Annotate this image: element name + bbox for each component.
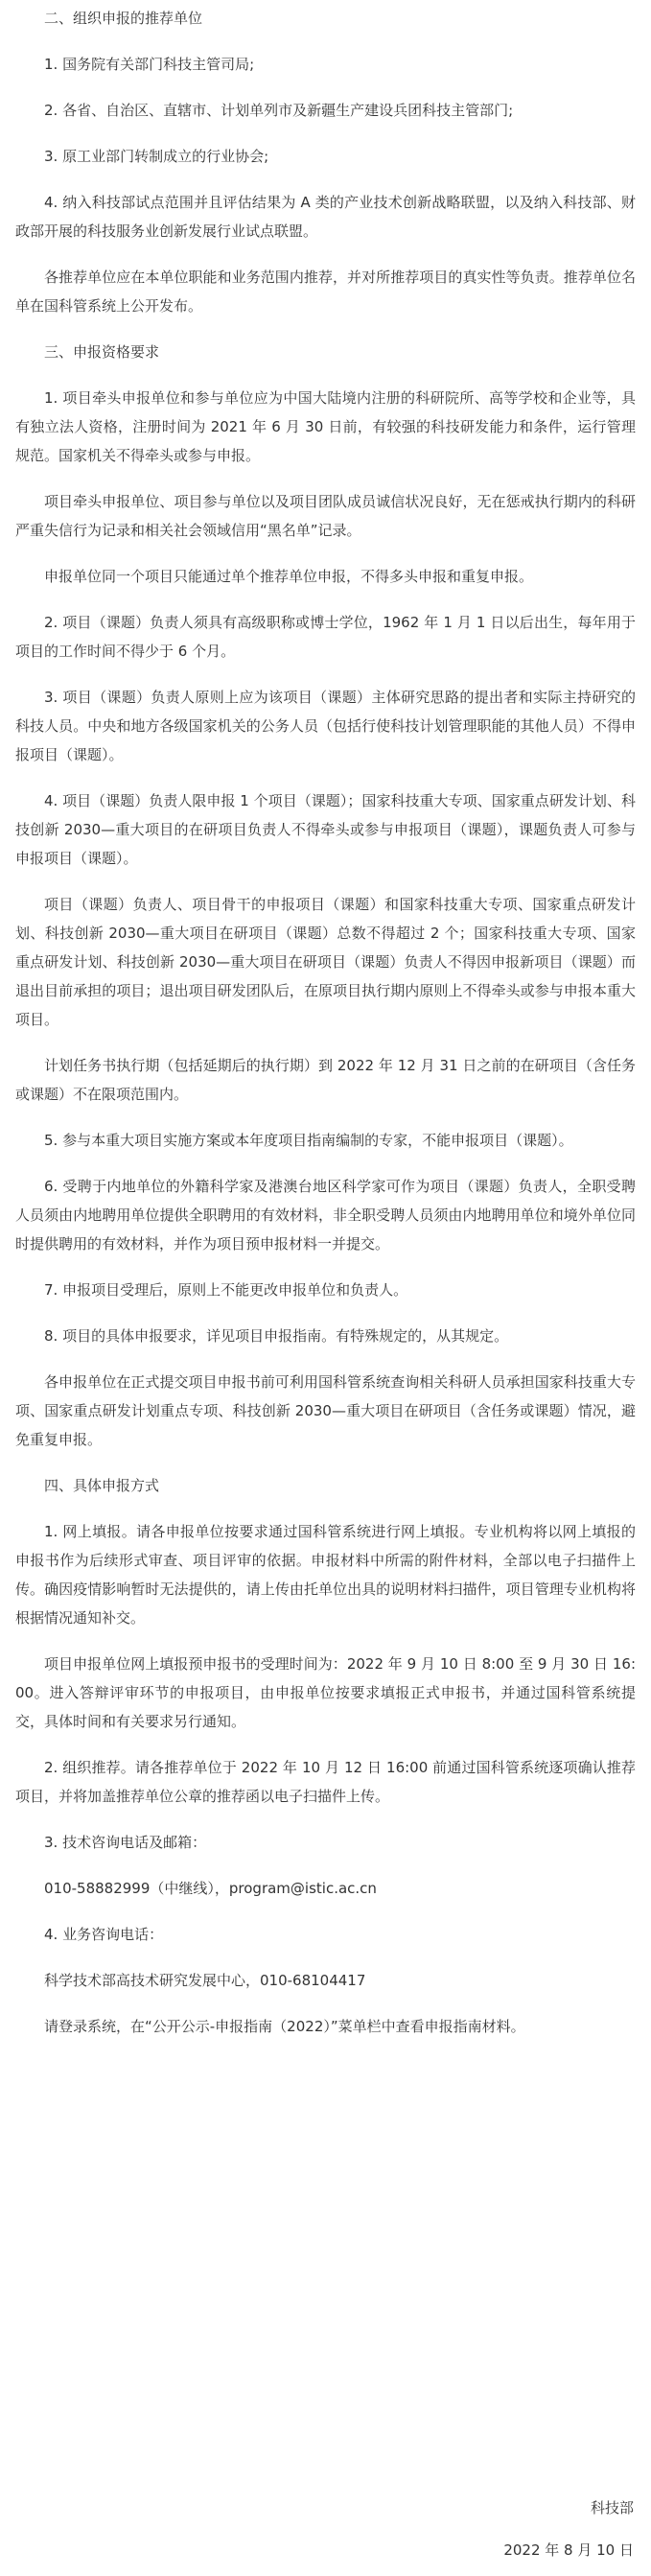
paragraph: 项目申报单位网上填报预申报书的受理时间为：2022 年 9 月 10 日 8:00 至 9 月 30 日 16:00。进入答辩评审环节的申报项目，由申报单位按要求填报正式申报书，并通过国科管系统提交，具体时间和有关要求另行通知。 bbox=[15, 1655, 636, 1730]
list-item: 1. 项目牵头申报单位和参与单位应为中国大陆境内注册的科研院所、高等学校和企业等，具有独立法人资格，注册时间为 2021 年 6 月 30 日前，有较强的科技研发能力和条件，运行管理规范。国家机关不得牵头或参与申报。 bbox=[15, 389, 636, 464]
business-contact-info: 科学技术部高技术研究发展中心，010-68104417 bbox=[44, 1972, 366, 1989]
paragraph: 计划任务书执行期（包括延期后的执行期）到 2022 年 12 月 31 日之前的在研项目（含任务或课题）不在限项范围内。 bbox=[15, 1057, 636, 1103]
list-item: 4. 业务咨询电话： bbox=[44, 1926, 164, 1943]
list-item: 1. 国务院有关部门科技主管司局; bbox=[44, 56, 255, 73]
signature-org: 科技部 bbox=[590, 2499, 634, 2517]
paragraph: 项目牵头申报单位、项目参与单位以及项目团队成员诚信状况良好，无在惩戒执行期内的科研严重失信行为记录和相关社会领域信用“黑名单”记录。 bbox=[15, 493, 636, 539]
section-heading-qualification: 三、申报资格要求 bbox=[44, 343, 160, 361]
section-heading-recommending-units: 二、组织申报的推荐单位 bbox=[44, 10, 203, 27]
paragraph: 项目（课题）负责人、项目骨干的申报项目（课题）和国家科技重大专项、国家重点研发计划、科技创新 2030—重大项目在研项目（课题）总数不得超过 2 个；国家科技重大专项、国家重点研发计划、科技创新 2030—重大项目在研项目（课题）负责人不得因申报新项目（课题）而退出目前承担的项目；退出项目研发团队后，在原项目执行期内原则上不得牵头或参与申报本重大项目。 bbox=[15, 896, 636, 1028]
paragraph: 各申报单位在正式提交项目申报书前可利用国科管系统查询相关科研人员承担国家科技重大专项、国家重点研发计划重点专项、科技创新 2030—重大项目在研项目（含任务或课题）情况，避免重复申报。 bbox=[15, 1373, 636, 1448]
list-item: 5. 参与本重大项目实施方案或本年度项目指南编制的专家，不能申报项目（课题）。 bbox=[44, 1132, 573, 1149]
paragraph: 申报单位同一个项目只能通过单个推荐单位申报，不得多头申报和重复申报。 bbox=[44, 568, 534, 585]
paragraph: 请登录系统，在“公开公示-申报指南（2022）”菜单栏中查看申报指南材料。 bbox=[44, 2018, 525, 2035]
list-item: 3. 技术咨询电话及邮箱： bbox=[44, 1834, 207, 1851]
list-item: 4. 项目（课题）负责人限申报 1 个项目（课题）；国家科技重大专项、国家重点研发计划、科技创新 2030—重大项目的在研项目负责人不得牵头或参与申报项目（课题），课题负责人可参与申报项目（课题）。 bbox=[15, 792, 636, 867]
list-item: 2. 各省、自治区、直辖市、计划单列市及新疆生产建设兵团科技主管部门; bbox=[44, 102, 514, 119]
signature-date: 2022 年 8 月 10 日 bbox=[503, 2541, 634, 2559]
tech-contact-info: 010-58882999（中继线），program@istic.ac.cn bbox=[44, 1880, 377, 1897]
paragraph: 各推荐单位应在本单位职能和业务范围内推荐，并对所推荐项目的真实性等负责。推荐单位名单在国科管系统上公开发布。 bbox=[15, 269, 636, 315]
list-item: 3. 项目（课题）负责人原则上应为该项目（课题）主体研究思路的提出者和实际主持研究的科技人员。中央和地方各级国家机关的公务人员（包括行使科技计划管理职能的其他人员）不得申报项目（课题）。 bbox=[15, 689, 636, 763]
list-item: 4. 纳入科技部试点范围并且评估结果为 A 类的产业技术创新战略联盟，以及纳入科技部、财政部开展的科技服务业创新发展行业试点联盟。 bbox=[15, 194, 636, 240]
list-item: 7. 申报项目受理后，原则上不能更改申报单位和负责人。 bbox=[44, 1281, 408, 1299]
list-item: 2. 组织推荐。请各推荐单位于 2022 年 10 月 12 日 16:00 前通过国科管系统逐项确认推荐项目，并将加盖推荐单位公章的推荐函以电子扫描件上传。 bbox=[15, 1759, 636, 1805]
list-item: 6. 受聘于内地单位的外籍科学家及港澳台地区科学家可作为项目（课题）负责人，全职受聘人员须由内地聘用单位提供全职聘用的有效材料，非全职受聘人员须由内地聘用单位和境外单位同时提供聘用的有效材料，并作为项目预申报材料一并提交。 bbox=[15, 1178, 636, 1253]
list-item: 2. 项目（课题）负责人须具有高级职称或博士学位，1962 年 1 月 1 日以后出生，每年用于项目的工作时间不得少于 6 个月。 bbox=[15, 614, 636, 660]
list-item: 3. 原工业部门转制成立的行业协会; bbox=[44, 148, 269, 165]
section-heading-submission-method: 四、具体申报方式 bbox=[44, 1477, 160, 1494]
list-item: 8. 项目的具体申报要求，详见项目申报指南。有特殊规定的，从其规定。 bbox=[44, 1327, 509, 1345]
list-item: 1. 网上填报。请各申报单位按要求通过国科管系统进行网上填报。专业机构将以网上填报的申报书作为后续形式审查、项目评审的依据。申报材料中所需的附件材料，全部以电子扫描件上传。确因疫情影响暂时无法提供的，请上传由托单位出具的说明材料扫描件，项目管理专业机构将根据情况通知补交。 bbox=[15, 1523, 636, 1627]
